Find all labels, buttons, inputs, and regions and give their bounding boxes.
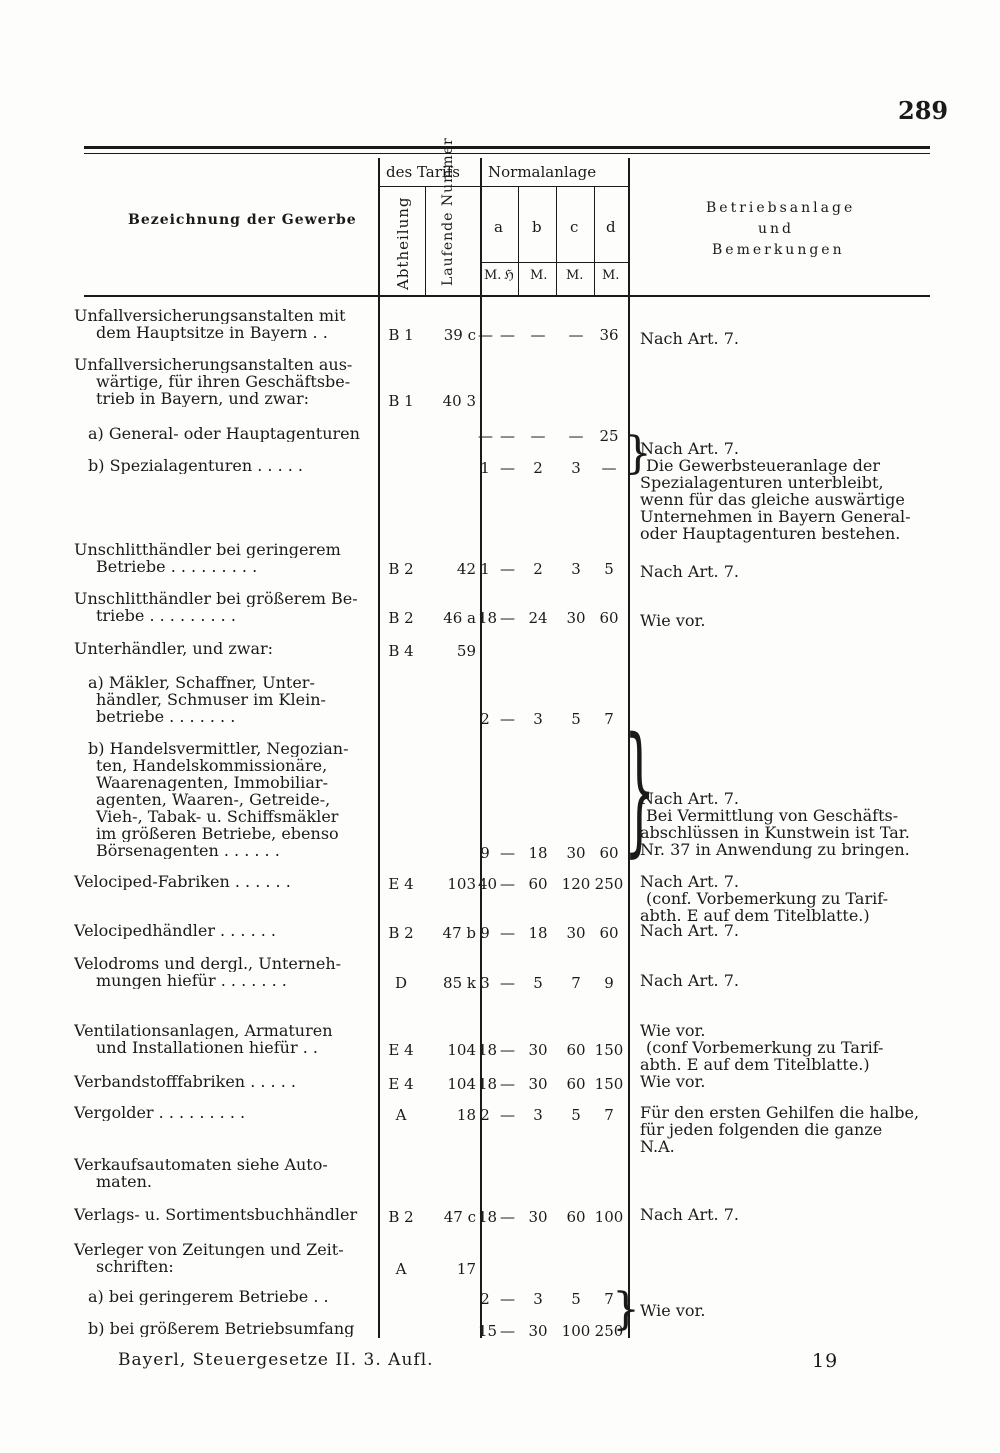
trade-name-line: Ventilationsanlagen, Armaturen — [74, 1022, 333, 1039]
remark-line: Unternehmen in Bayern General- — [640, 507, 911, 526]
trade-name — [74, 1073, 366, 1090]
cell-a2: — — [500, 924, 515, 942]
remark-line: abth. E auf dem Titelblatte.) — [640, 906, 870, 925]
trade-name — [74, 640, 366, 657]
cell-d: 7 — [604, 1106, 614, 1124]
brace-unterhaendler: } — [624, 708, 656, 871]
cell-nr: 104 — [447, 1041, 476, 1059]
footer-sheet-number: 19 — [812, 1350, 839, 1372]
remark — [640, 790, 930, 858]
cell-d: 25 — [599, 427, 619, 445]
cell-d: 150 — [594, 1075, 624, 1093]
cell-c: 100 — [561, 1322, 591, 1340]
cell-c: 7 — [571, 974, 581, 992]
trade-name-line: Unfallversicherungsanstalten aus- — [74, 356, 353, 373]
trade-name-line: Vergolder . . . . . . . . . — [74, 1104, 246, 1121]
trade-name — [74, 541, 366, 575]
trade-name-line: Verbandstofffabriken . . . . . — [74, 1073, 296, 1090]
cell-b: 30 — [528, 1075, 548, 1093]
abtheilung-header: Abtheilung — [394, 196, 412, 290]
column-name-header: Bezeichnung der Gewerbe — [128, 212, 357, 228]
trade-name-line: b) Spezialagenturen . . . . . — [88, 457, 304, 474]
remark — [640, 440, 930, 542]
normalanlage-header: Normalanlage — [488, 163, 597, 181]
unit-m-b: M. — [530, 268, 548, 283]
cell-d: 250 — [594, 875, 624, 893]
cell-c: — — [568, 427, 584, 445]
trade-name-line: schriften: — [96, 1258, 174, 1275]
trade-name-line: maten. — [96, 1173, 152, 1190]
cell-d: 150 — [594, 1041, 624, 1059]
remark — [640, 1104, 930, 1155]
cell-a2: — — [500, 974, 515, 992]
remark — [640, 1206, 930, 1223]
cell-a2: — — [500, 1290, 515, 1308]
cell-c: 5 — [571, 710, 581, 728]
cell-abth: A — [395, 1260, 407, 1278]
cell-abth: B 2 — [388, 560, 414, 578]
cell-abth: E 4 — [388, 875, 414, 893]
cell-a2: — — [500, 1106, 515, 1124]
header-unit-rule — [480, 262, 630, 263]
header-bottom-rule — [84, 295, 930, 297]
trade-name — [74, 1156, 366, 1190]
col-b-header: b — [532, 218, 542, 236]
remark-line: für jeden folgenden die ganze — [640, 1120, 883, 1139]
trade-name — [74, 1104, 366, 1121]
trade-name-line: händler, Schmuser im Klein- — [96, 691, 326, 708]
cell-a2: — — [500, 875, 515, 893]
trade-name — [74, 1288, 366, 1305]
trade-name-line: b) Handelsvermittler, Negozian- — [88, 740, 349, 757]
cell-b: 18 — [528, 924, 548, 942]
cell-a: 9 — [480, 924, 490, 942]
cell-a: 1 — [480, 560, 490, 578]
cell-b: 3 — [533, 1106, 543, 1124]
cell-d: 5 — [604, 560, 614, 578]
remark-line: Bei Vermittlung von Geschäfts- — [646, 806, 899, 825]
trade-name-line: betriebe . . . . . . . — [96, 708, 236, 725]
cell-b: 18 — [528, 844, 548, 862]
cell-a: 18 — [478, 609, 498, 627]
trade-name-line: trieb in Bayern, und zwar: — [96, 390, 310, 407]
cell-d: 60 — [599, 844, 619, 862]
cell-c: 60 — [566, 1075, 586, 1093]
trade-name-line: Unterhändler, und zwar: — [74, 640, 274, 657]
cell-b: 30 — [528, 1322, 548, 1340]
cell-b: — — [530, 427, 546, 445]
trade-name — [74, 425, 366, 442]
cell-b: 60 — [528, 875, 548, 893]
cell-a: 15 — [478, 1322, 498, 1340]
remark-line: (conf. Vorbemerkung zu Tarif- — [646, 889, 888, 908]
cell-abth: B 4 — [388, 642, 414, 660]
trade-name-line: a) bei geringerem Betriebe . . — [88, 1288, 329, 1305]
trade-name — [74, 1241, 366, 1275]
cell-d: 100 — [594, 1208, 624, 1226]
cell-c: 60 — [566, 1208, 586, 1226]
cell-b: 30 — [528, 1208, 548, 1226]
unit-m-c: M. — [566, 268, 584, 283]
cell-a2: — — [500, 609, 515, 627]
cell-nr: 59 — [456, 642, 476, 660]
cell-b: 24 — [528, 609, 548, 627]
remark-line: Nr. 37 in Anwendung zu bringen. — [640, 840, 910, 859]
remark-line: Nach Art. 7. — [640, 789, 739, 808]
cell-c: 120 — [561, 875, 591, 893]
footer-source: Bayerl, Steuergesetze II. 3. Aufl. — [118, 1350, 434, 1370]
trade-name — [74, 873, 366, 890]
cell-nr: 103 — [447, 875, 476, 893]
cell-abth: A — [395, 1106, 407, 1124]
trade-name — [74, 955, 366, 989]
trade-name-line: mungen hiefür . . . . . . . — [96, 972, 287, 989]
cell-a: 2 — [480, 1290, 490, 1308]
remarks-header-3: Bemerkungen — [712, 242, 845, 258]
cell-b: 5 — [533, 974, 543, 992]
remark-line: Nach Art. 7. — [640, 1205, 739, 1224]
cell-a2: — — [500, 1208, 515, 1226]
trade-name-line: Vieh-, Tabak- u. Schiffsmäkler — [96, 808, 339, 825]
cell-c: 5 — [571, 1290, 581, 1308]
cell-c: 3 — [571, 459, 581, 477]
cell-d: 9 — [604, 974, 614, 992]
header-rule-a — [518, 186, 519, 296]
remark — [640, 563, 930, 580]
header-rule-b — [556, 186, 557, 296]
col-a-header: a — [494, 218, 503, 236]
header-rule-c — [594, 186, 595, 296]
cell-nr: 18 — [456, 1106, 476, 1124]
remark-line: abth. E auf dem Titelblatte.) — [640, 1055, 870, 1074]
cell-c: 5 — [571, 1106, 581, 1124]
cell-d: 250 — [594, 1322, 624, 1340]
cell-nr: 47 c — [443, 1208, 476, 1226]
remark — [640, 1302, 930, 1319]
cell-nr: 46 a — [443, 609, 476, 627]
col-c-header: c — [570, 218, 579, 236]
remark — [640, 922, 930, 939]
remarks-header-2: und — [758, 221, 794, 237]
trade-name-line: Verkaufsautomaten siehe Auto- — [74, 1156, 328, 1173]
cell-abth: B 1 — [388, 326, 414, 344]
trade-name — [74, 307, 366, 341]
cell-a: 40 — [478, 875, 498, 893]
remarks-header-1: Betriebsanlage — [706, 200, 856, 216]
remark-line: Spezialagenturen unterbleibt, — [640, 473, 884, 492]
cell-a: 1 — [480, 459, 490, 477]
remark-line: Nach Art. 7. — [640, 439, 739, 458]
trade-name — [74, 674, 366, 725]
remark-line: (conf Vorbemerkung zu Tarif- — [646, 1038, 884, 1057]
unit-pf-a: ℌ — [504, 268, 514, 283]
cell-d: 7 — [604, 1290, 614, 1308]
cell-a: 2 — [480, 1106, 490, 1124]
trade-name — [74, 1022, 366, 1056]
cell-c: — — [568, 326, 584, 344]
cell-d: 60 — [599, 609, 619, 627]
top-rule-thin — [84, 153, 930, 154]
trade-name — [74, 1206, 366, 1223]
trade-name-line: Waarenagenten, Immobiliar- — [96, 774, 328, 791]
trade-name-line: Börsenagenten . . . . . . — [96, 842, 280, 859]
col-d-header: d — [606, 218, 616, 236]
remark-line: Nach Art. 7. — [640, 971, 739, 990]
trade-name-line: Velodroms und dergl., Unterneh- — [74, 955, 342, 972]
cell-c: 3 — [571, 560, 581, 578]
cell-a2: — — [500, 326, 515, 344]
remark-line: Wie vor. — [640, 1021, 706, 1040]
trade-name-line: ten, Handelskommissionäre, — [96, 757, 328, 774]
cell-nr: 40 3 — [442, 392, 476, 410]
trade-name-line: Unfallversicherungsanstalten mit — [74, 307, 346, 324]
trade-name-line: triebe . . . . . . . . . — [96, 607, 236, 624]
cell-c: 30 — [566, 844, 586, 862]
remark — [640, 330, 930, 347]
cell-a2: — — [500, 844, 515, 862]
cell-b: 2 — [533, 560, 543, 578]
remark-line: N.A. — [640, 1137, 675, 1156]
trade-name-line: Unschlitthändler bei größerem Be- — [74, 590, 358, 607]
trade-name-line: agenten, Waaren-, Getreide-, — [96, 791, 331, 808]
cell-abth: B 1 — [388, 392, 414, 410]
page-number: 289 — [898, 96, 949, 125]
cell-a2: — — [500, 1041, 515, 1059]
cell-nr: 47 b — [442, 924, 476, 942]
remark-line: Nach Art. 7. — [640, 921, 739, 940]
trade-name-line: a) Mäkler, Schaffner, Unter- — [88, 674, 315, 691]
cell-nr: 42 — [456, 560, 476, 578]
cell-a2: — — [500, 427, 515, 445]
remark — [640, 612, 930, 629]
cell-a: — — [478, 326, 493, 344]
unit-m-a: M. — [484, 268, 502, 283]
remark-line: Wie vor. — [640, 611, 706, 630]
cell-a: — — [478, 427, 493, 445]
trade-name-line: wärtige, für ihren Geschäftsbe- — [96, 373, 351, 390]
cell-abth: B 2 — [388, 1208, 414, 1226]
remark-line: Wie vor. — [640, 1301, 706, 1320]
trade-name-line: Betriebe . . . . . . . . . — [96, 558, 258, 575]
cell-nr: 39 c — [443, 326, 476, 344]
trade-name-line: im größeren Betriebe, ebenso — [96, 825, 339, 842]
unit-m-d: M. — [602, 268, 620, 283]
brace-verleger: } — [612, 1284, 640, 1335]
trade-name-line: dem Hauptsitze in Bayern . . — [96, 324, 328, 341]
cell-b: — — [530, 326, 546, 344]
trade-name-line: b) bei größerem Betriebsumfang — [88, 1320, 355, 1337]
trade-name — [74, 1320, 366, 1337]
remark — [640, 1022, 930, 1073]
trade-name-line: Verleger von Zeitungen und Zeit- — [74, 1241, 344, 1258]
header-rule-abth — [425, 186, 426, 296]
cell-a2: — — [500, 459, 515, 477]
cell-abth: E 4 — [388, 1041, 414, 1059]
cell-a: 3 — [480, 974, 490, 992]
trade-name — [74, 356, 366, 407]
cell-d: 60 — [599, 924, 619, 942]
trade-name — [74, 922, 366, 939]
brace-agenturen: } — [624, 428, 652, 479]
trade-name-line: Velociped-Fabriken . . . . . . — [74, 873, 291, 890]
top-rule — [84, 146, 930, 149]
remark-line: Nach Art. 7. — [640, 562, 739, 581]
remark-line: Wie vor. — [640, 1072, 706, 1091]
cell-a2: — — [500, 1075, 515, 1093]
cell-c: 30 — [566, 609, 586, 627]
remark-line: wenn für das gleiche auswärtige — [640, 490, 905, 509]
cell-a: 2 — [480, 710, 490, 728]
remark — [640, 873, 930, 924]
cell-c: 30 — [566, 924, 586, 942]
trade-name — [74, 740, 366, 859]
cell-d: 7 — [604, 710, 614, 728]
header-mid-rule — [378, 186, 630, 187]
cell-b: 3 — [533, 1290, 543, 1308]
cell-nr: 17 — [456, 1260, 476, 1278]
cell-a: 18 — [478, 1041, 498, 1059]
remark — [640, 972, 930, 989]
remark-line: abschlüssen in Kunstwein ist Tar. — [640, 823, 910, 842]
cell-a2: — — [500, 710, 515, 728]
remark-line: Nach Art. 7. — [640, 872, 739, 891]
cell-a: 9 — [480, 844, 490, 862]
cell-a2: — — [500, 1322, 515, 1340]
cell-abth: D — [394, 974, 408, 992]
cell-abth: B 2 — [388, 924, 414, 942]
cell-b: 3 — [533, 710, 543, 728]
remark-line: oder Hauptagenturen bestehen. — [640, 524, 901, 543]
cell-abth: E 4 — [388, 1075, 414, 1093]
tarif-header: des Tarifs — [386, 163, 460, 181]
cell-nr: 85 k — [443, 974, 476, 992]
cell-a: 18 — [478, 1208, 498, 1226]
cell-d: 36 — [599, 326, 619, 344]
cell-c: 60 — [566, 1041, 586, 1059]
remark-line: Die Gewerbsteueranlage der — [646, 456, 880, 475]
trade-name-line: Velocipedhändler . . . . . . — [74, 922, 276, 939]
trade-name-line: Verlags- u. Sortimentsbuchhändler — [74, 1206, 358, 1223]
trade-name — [74, 457, 366, 474]
remark-line: Nach Art. 7. — [640, 329, 739, 348]
cell-a2: — — [500, 560, 515, 578]
trade-name-line: Unschlitthändler bei geringerem — [74, 541, 341, 558]
remark-line: Für den ersten Gehilfen die halbe, — [640, 1103, 920, 1122]
laufende-nummer-header: Laufende Nummer — [440, 137, 456, 286]
cell-b: 30 — [528, 1041, 548, 1059]
trade-name — [74, 590, 366, 624]
remark — [640, 1073, 930, 1090]
cell-nr: 104 — [447, 1075, 476, 1093]
header-rule-name — [378, 158, 380, 1338]
cell-abth: B 2 — [388, 609, 414, 627]
cell-b: 2 — [533, 459, 543, 477]
trade-name-line: und Installationen hiefür . . — [96, 1039, 318, 1056]
cell-d: — — [601, 459, 617, 477]
trade-name-line: a) General- oder Hauptagenturen — [88, 425, 360, 442]
cell-a: 18 — [478, 1075, 498, 1093]
